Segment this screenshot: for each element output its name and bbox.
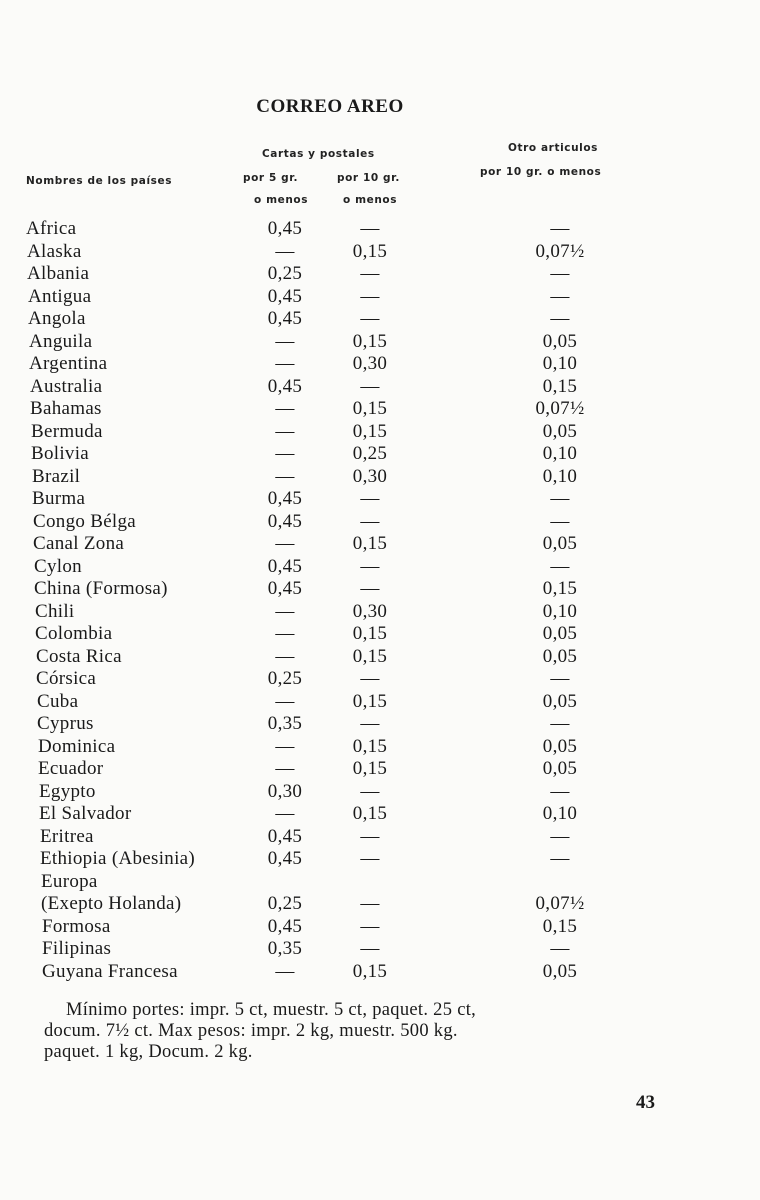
country-name: Dominica <box>38 735 116 757</box>
country-name: China (Formosa) <box>34 578 168 599</box>
rate-5gr: — <box>275 533 295 554</box>
rate-10gr: 0,15 <box>352 420 388 442</box>
rate-10gr: — <box>360 285 380 307</box>
rate-5gr: 0,25 <box>267 263 303 284</box>
rate-10gr: 0,30 <box>352 353 388 374</box>
table-row <box>0 646 760 668</box>
rate-10gr: — <box>360 308 380 329</box>
rate-other: 0,10 <box>542 600 578 622</box>
rate-10gr: — <box>360 915 380 937</box>
table-row <box>0 758 760 780</box>
footer-line-1: Mínimo portes: impr. 5 ct, muestr. 5 ct, paquet. 25 ct, <box>66 1000 477 1020</box>
rate-other: — <box>550 780 570 802</box>
rate-other: — <box>550 713 570 734</box>
rate-5gr: — <box>275 353 295 374</box>
rate-other: — <box>550 668 570 689</box>
country-name: Canal Zona <box>33 533 125 554</box>
page-number: 43 <box>636 1092 655 1113</box>
rate-5gr: 0,25 <box>267 893 303 914</box>
header-col5-sub: o menos <box>254 194 309 206</box>
table-row <box>0 353 760 375</box>
rate-5gr: — <box>275 690 295 712</box>
rate-other: — <box>550 938 570 959</box>
rate-5gr: — <box>275 623 295 644</box>
rate-other: — <box>550 308 570 329</box>
country-name: Albania <box>27 263 90 284</box>
rate-10gr: 0,15 <box>352 960 388 982</box>
rate-other: 0,05 <box>542 623 578 644</box>
rate-5gr: 0,45 <box>267 375 303 397</box>
rate-other: 0,10 <box>542 465 578 487</box>
rate-10gr: 0,15 <box>352 398 388 419</box>
table-row <box>0 961 760 983</box>
rate-5gr: 0,25 <box>267 668 303 689</box>
rate-10gr: — <box>360 488 380 509</box>
table-row <box>0 848 760 870</box>
rate-10gr: 0,15 <box>352 690 388 712</box>
rate-5gr: — <box>275 645 295 667</box>
rate-5gr: — <box>275 443 295 464</box>
country-name: Australia <box>30 375 103 397</box>
rate-10gr: — <box>360 780 380 802</box>
country-name: Europa <box>41 870 98 892</box>
table-row <box>0 713 760 735</box>
rate-10gr: 0,15 <box>352 533 388 554</box>
rate-5gr: 0,45 <box>267 218 303 239</box>
table-row <box>0 421 760 443</box>
country-name: Guyana Francesa <box>42 960 178 982</box>
rate-10gr: — <box>360 555 380 577</box>
country-name: Córsica <box>36 668 97 689</box>
rate-other: 0,07½ <box>535 240 585 262</box>
country-name: Colombia <box>35 623 113 644</box>
footer-line-3: paquet. 1 kg, Docum. 2 kg. <box>44 1042 253 1062</box>
rate-5gr: — <box>275 240 295 262</box>
country-name: Bahamas <box>30 398 102 419</box>
rate-5gr: — <box>275 758 295 779</box>
rate-other: 0,05 <box>542 420 578 442</box>
rate-5gr: 0,45 <box>267 308 303 329</box>
rate-5gr: 0,45 <box>267 555 303 577</box>
country-name: Alaska <box>27 240 82 262</box>
rate-10gr: — <box>360 510 380 532</box>
country-name: Filipinas <box>42 938 112 959</box>
rate-10gr: — <box>360 263 380 284</box>
rate-5gr: 0,30 <box>267 780 303 802</box>
header-col10: por 10 gr. <box>337 172 401 184</box>
rate-other: 0,10 <box>542 443 578 464</box>
rate-other: — <box>550 488 570 509</box>
table-row <box>0 218 760 240</box>
country-name: Burma <box>32 488 86 509</box>
rate-other: — <box>550 510 570 532</box>
rate-5gr: 0,45 <box>267 915 303 937</box>
rate-5gr: — <box>275 600 295 622</box>
rate-other: 0,05 <box>542 690 578 712</box>
country-name: Cuba <box>37 690 79 712</box>
country-name: (Exepto Holanda) <box>41 893 182 914</box>
table-row <box>0 556 760 578</box>
rate-other: 0,05 <box>542 960 578 982</box>
rate-10gr: — <box>360 375 380 397</box>
header-countries: Nombres de los países <box>26 175 173 187</box>
rate-5gr: — <box>275 420 295 442</box>
table-row <box>0 893 760 915</box>
rate-5gr: 0,35 <box>267 938 303 959</box>
rate-10gr: 0,30 <box>352 465 388 487</box>
country-name: Congo Bélga <box>33 510 137 532</box>
table-row <box>0 578 760 600</box>
country-name: Ecuador <box>38 758 104 779</box>
rate-other: 0,05 <box>542 533 578 554</box>
rate-10gr: — <box>360 893 380 914</box>
rate-10gr: 0,15 <box>352 803 388 824</box>
rate-5gr: 0,45 <box>267 488 303 509</box>
rate-other: — <box>550 285 570 307</box>
table-row <box>0 398 760 420</box>
rate-10gr: 0,30 <box>352 600 388 622</box>
country-name: Egypto <box>39 780 96 802</box>
rate-other: 0,15 <box>542 578 578 599</box>
table-row <box>0 533 760 555</box>
rate-10gr: — <box>360 578 380 599</box>
country-name: Cyprus <box>37 713 94 734</box>
rate-10gr: 0,15 <box>352 330 388 352</box>
rate-other: 0,15 <box>542 375 578 397</box>
rate-other: 0,10 <box>542 353 578 374</box>
table-row <box>0 308 760 330</box>
footer-line-2: docum. 7½ ct. Max pesos: impr. 2 kg, muestr. 500 kg. <box>44 1021 458 1041</box>
table-row <box>0 938 760 960</box>
country-name: Formosa <box>42 915 111 937</box>
rate-other: — <box>550 825 570 847</box>
country-name: Costa Rica <box>36 645 122 667</box>
header-letters-group: Cartas y postales <box>262 148 375 160</box>
rate-other: 0,05 <box>542 758 578 779</box>
country-name: Cylon <box>34 555 82 577</box>
rate-other: 0,05 <box>542 735 578 757</box>
rate-5gr: — <box>275 735 295 757</box>
table-row <box>0 691 760 713</box>
rate-other: 0,15 <box>542 915 578 937</box>
rate-10gr: — <box>360 218 380 239</box>
footer-notes <box>44 1000 664 1063</box>
rate-5gr: 0,35 <box>267 713 303 734</box>
page-title: CORREO AREO <box>256 96 404 117</box>
table-row <box>0 871 760 893</box>
rate-other: — <box>550 218 570 239</box>
table-row <box>0 826 760 848</box>
rate-other: 0,10 <box>542 803 578 824</box>
table-row <box>0 466 760 488</box>
rate-10gr: 0,15 <box>352 645 388 667</box>
rate-10gr: — <box>360 668 380 689</box>
rate-other: — <box>550 848 570 869</box>
rate-other: 0,07½ <box>535 893 585 914</box>
rate-other: 0,07½ <box>535 398 585 419</box>
country-name: Eritrea <box>40 825 94 847</box>
country-name: Anguila <box>29 330 93 352</box>
table-row <box>0 781 760 803</box>
table-row <box>0 331 760 353</box>
table-row <box>0 263 760 285</box>
header-other-group: Otro articulos <box>508 142 599 154</box>
country-name: Antigua <box>28 285 92 307</box>
rate-10gr: — <box>360 713 380 734</box>
table-row <box>0 241 760 263</box>
rate-10gr: 0,15 <box>352 623 388 644</box>
rate-5gr: — <box>275 330 295 352</box>
rate-10gr: — <box>360 848 380 869</box>
rate-5gr: — <box>275 960 295 982</box>
country-name: Africa <box>26 218 77 239</box>
rate-5gr: 0,45 <box>267 848 303 869</box>
table-row <box>0 286 760 308</box>
table-row <box>0 376 760 398</box>
rate-10gr: — <box>360 938 380 959</box>
table-row <box>0 488 760 510</box>
rate-5gr: — <box>275 465 295 487</box>
rate-10gr: 0,15 <box>352 735 388 757</box>
rate-10gr: — <box>360 825 380 847</box>
rate-other: — <box>550 263 570 284</box>
header-col10-sub: o menos <box>343 194 398 206</box>
rate-other: — <box>550 555 570 577</box>
country-name: Ethiopia (Abesinia) <box>40 848 196 869</box>
table-row <box>0 736 760 758</box>
rate-other: 0,05 <box>542 645 578 667</box>
rate-5gr: — <box>275 398 295 419</box>
rate-10gr: 0,25 <box>352 443 388 464</box>
country-name: Angola <box>28 308 86 329</box>
table-row <box>0 803 760 825</box>
header-col5: por 5 gr. <box>243 172 299 184</box>
rate-5gr: 0,45 <box>267 510 303 532</box>
table-row <box>0 601 760 623</box>
country-name: Chili <box>35 600 75 622</box>
table-row <box>0 511 760 533</box>
country-name: Argentina <box>29 353 108 374</box>
rate-10gr: 0,15 <box>352 758 388 779</box>
rate-5gr: 0,45 <box>267 285 303 307</box>
country-name: Bolivia <box>31 443 90 464</box>
rate-other: 0,05 <box>542 330 578 352</box>
header-other-sub: por 10 gr. o menos <box>480 166 602 178</box>
rate-5gr: 0,45 <box>267 825 303 847</box>
rate-5gr: 0,45 <box>267 578 303 599</box>
rate-10gr: 0,15 <box>352 240 388 262</box>
country-name: Brazil <box>32 465 81 487</box>
table-row <box>0 623 760 645</box>
table-row <box>0 443 760 465</box>
country-name: Bermuda <box>31 420 103 442</box>
table-row <box>0 668 760 690</box>
country-name: El Salvador <box>39 803 132 824</box>
table-row <box>0 916 760 938</box>
rate-5gr: — <box>275 803 295 824</box>
